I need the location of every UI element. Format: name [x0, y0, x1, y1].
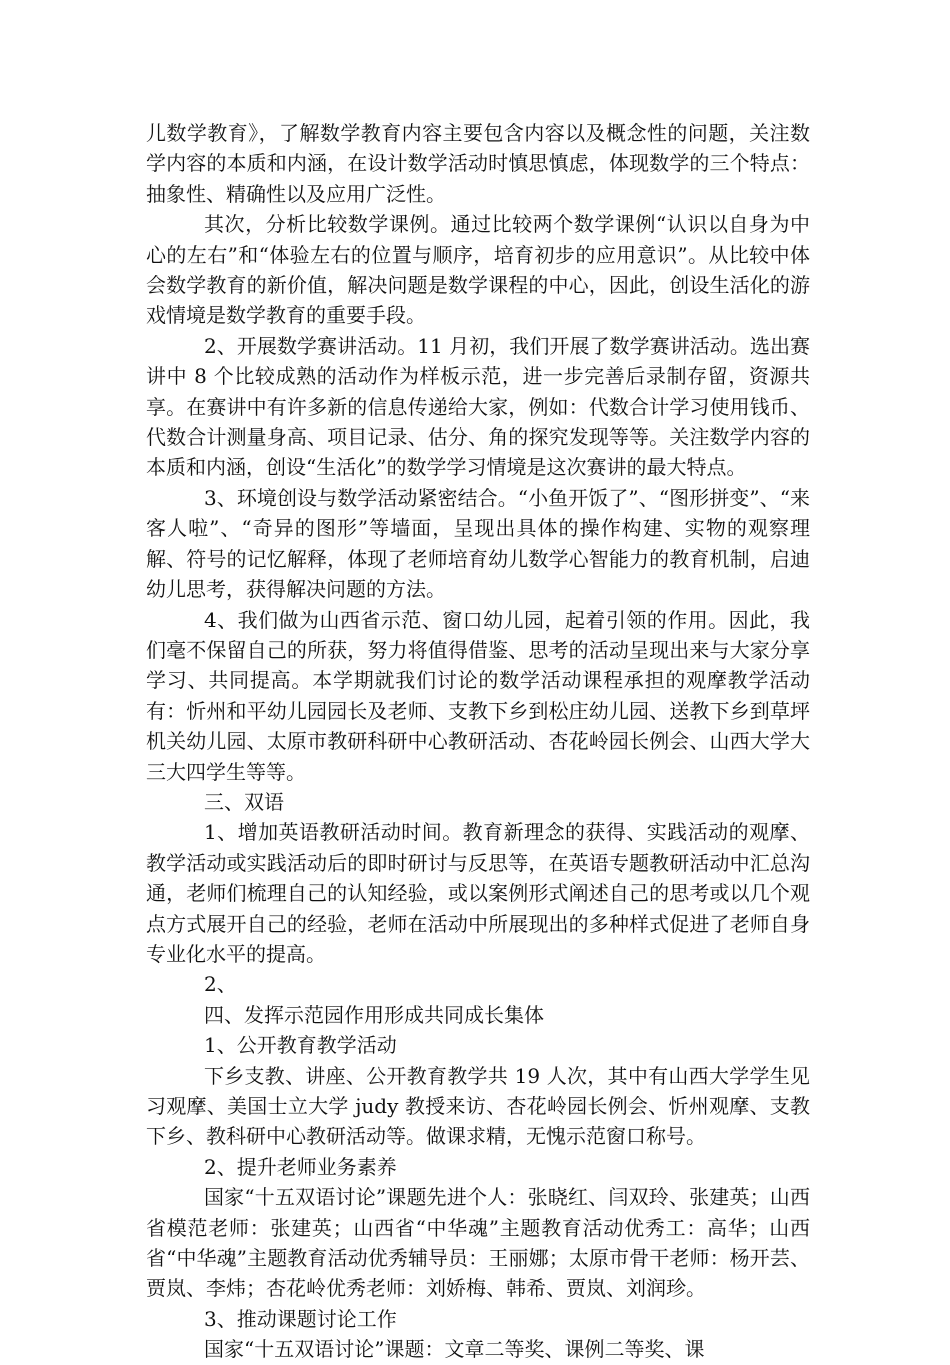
subsection-heading: 1、公开教育教学活动 — [204, 1033, 397, 1058]
paragraph: 4、我们做为山西省示范、窗口幼儿园，起着引领的作用。因此，我们毫不保留自己的所获，努力将值得借鉴、思考的活动呈现出来与大家分享学习、共同提高。本学期就我们讨论的数学活动课程承担的观摩教学活动有：忻州和平幼儿园园长及老师、支教下乡到松庄幼儿园、送教下乡到草坪机关幼儿园、太原市教研科研中心教研活动、杏花岭园长例会、山西大学大三大四学生等等。 — [146, 607, 810, 784]
paragraph: 1、增加英语教研活动时间。教育新理念的获得、实践活动的观摩、教学活动或实践活动后的即时研讨与反思等，在英语专题教研活动中汇总沟通，老师们梳理自己的认知经验，或以案例形式阐述自己的思考或以几个观点方式展开自己的经验，老师在活动中所展现出的多种样式促进了老师自身专业化水平的提高。 — [146, 820, 810, 966]
paragraph: 2、开展数学赛讲活动。11 月初，我们开展了数学赛讲活动。选出赛讲中 8 个比较成熟的活动作为样板示范，进一步完善后录制存留，资源共享。在赛讲中有许多新的信息传递给大家，例如：代数合计学习使用钱币、代数合计测量身高、项目记录、估分、角的探究发现等等。关注数学内容的本质和内涵，创设“生活化”的数学学习情境是这次赛讲的最大特点。 — [146, 333, 810, 480]
paragraph: 3、环境创设与数学活动紧密结合。“小鱼开饭了”、“图形拼变”、“来客人啦”、“奇异的图形”等墙面，呈现出具体的操作构建、实物的观察理解、符号的记忆解释，体现了老师培育幼儿数学心智能力的教育机制，启迪幼儿思考，获得解决问题的方法。 — [146, 485, 810, 602]
subsection-heading: 2、提升老师业务素养 — [204, 1154, 397, 1179]
paragraph: 下乡支教、讲座、公开教育教学共 19 人次，其中有山西大学学生见习观摩、美国士立大学 judy 教授来访、杏花岭园长例会、忻州观摩、支教下乡、教科研中心教研活动等。做课求精，无愧示范窗口称号。 — [146, 1063, 810, 1149]
paragraph: 国家“十五双语讨论”课题：文章二等奖、课例二等奖、课 — [204, 1337, 705, 1362]
section-heading: 四、发挥示范园作用形成共同成长集体 — [204, 1002, 544, 1027]
document-body — [146, 118, 810, 1365]
paragraph: 2、 — [204, 972, 237, 997]
subsection-heading: 3、推动课题讨论工作 — [204, 1306, 397, 1331]
section-heading: 三、双语 — [204, 789, 284, 814]
paragraph: 儿数学教育》，了解数学教育内容主要包含内容以及概念性的问题，关注数学内容的本质和内涵，在设计数学活动时慎思慎虑，体现数学的三个特点：抽象性、精确性以及应用广泛性。 — [146, 121, 810, 206]
paragraph: 其次，分析比较数学课例。通过比较两个数学课例“认识以自身为中心的左右”和“体验左右的位置与顺序，培育初步的应用意识”。从比较中体会数学教育的新价值，解决问题是数学课程的中心，因此，创设生活化的游戏情境是数学教育的重要手段。 — [146, 212, 810, 328]
paragraph: 国家“十五双语讨论”课题先进个人：张晓红、闫双玲、张建英；山西省模范老师：张建英；山西省“中华魂”主题教育活动优秀工：高华；山西省“中华魂”主题教育活动优秀辅导员：王丽娜；太原市骨干老师：杨开芸、贾岚、李炜；杏花岭优秀老师：刘娇梅、韩希、贾岚、刘润珍。 — [146, 1185, 810, 1301]
